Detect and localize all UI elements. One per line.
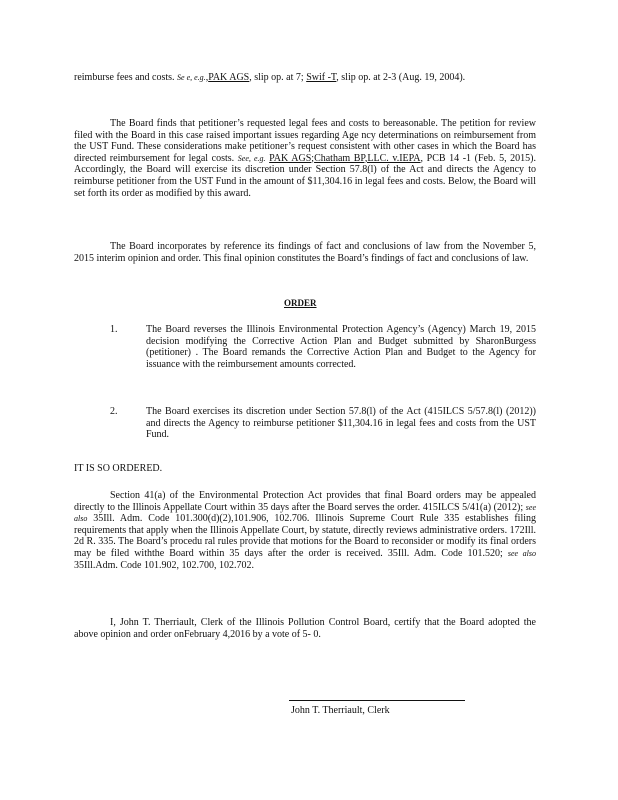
paragraph-appeal-rights: Section 41(a) of the Environmental Protection Act provides that final Board orders may be appealed directly to the Illinois Appellate Court within 35 days after the Board serves the order. 415ILCS 5/41(a) (2012); see also 35Ill. Adm. Code 101.300(d)(2),101.906, 102.706. Illinois Supreme Court Rule 335 establishes filing requirements that apply when the Illinois Appellate Court, by statute, directly reviews administrative orders. 172Ill. 2d R. 335. The Board’s procedu ral rules provide that motions for the Board to reconsider or modify its final orders may be filed withthe Board within 35 days after the order is received. 35Ill. Adm. Code 101.520; see also 35Ill.Adm. Code 101.902, 102.700, 102.702. — [74, 490, 537, 571]
paragraph-reimbursement-citation: reimburse fees and costs. Se e, e.g.,PAK AGS, slip op. at 7; Swif -T, slip op. at 2-3 (Aug. 19, 2004). — [74, 72, 466, 83]
paragraph-incorporation: The Board incorporates by reference its findings of fact and conclusions of law from the November 5, 2015 interim opinion and order. This final opinion constitutes the Board’s findings of fact and conclusions of law. — [74, 241, 536, 264]
order-item-number: 1. — [110, 324, 118, 335]
paragraph-fee-findings: The Board finds that petitioner’s requested legal fees and costs to bereasonable. The petition for review filed with the Board in this case raised important issues regarding Age ncy determinations on reimbursement from the UST Fund. These considerations make petitioner’s request consistent with other cases in which the Board has directed reimbursement for legal costs. See, e.g. PAK AGS;Chatham BP,LLC. v.IEPA, PCB 14 -1 (Feb. 5, 2015). Accordingly, the Board will exercise its discretion under Section 57.8(l) of the Act and directs the Agency to reimburse petitioner from the UST Fund in the amount of $11,304.16 in legal fees and costs. Below, the Board will set forth its order as modified by this award. — [74, 118, 537, 199]
order-item-text: The Board exercises its discretion under Section 57.8(l) of the Act (415ILCS 5/57.8(l) (2012)) and directs the Agency to reimburse petitioner $11,304.16 in legal fees and costs from the UST Fund. — [146, 406, 536, 441]
signature-name: John T. Therriault, Clerk — [291, 705, 390, 716]
paragraph-clerk-certification: I, John T. Therriault, Clerk of the Illinois Pollution Control Board, certify that the Board adopted the above opinion and order onFebruary 4,2016 by a vote of 5- 0. — [74, 617, 536, 640]
signature-line — [289, 700, 465, 701]
order-heading: ORDER — [284, 298, 317, 308]
case-citation: Chatham BP,LLC. v.IEPA — [314, 152, 421, 164]
case-citation: Swif -T — [306, 72, 337, 83]
so-ordered-line: IT IS SO ORDERED. — [74, 463, 163, 474]
order-item-text: The Board reverses the Illinois Environmental Protection Agency’s (Agency) March 19, 2015 decision modifying the Corrective Action Plan and Budget submitted by SharonBurgess (petitioner) . The Board remands the Corrective Action Plan and Budget to the Agency for issuance with the reimbursement amounts corrected. — [146, 324, 536, 370]
order-item-number: 2. — [110, 406, 118, 417]
case-citation: PAK AGS — [269, 152, 312, 164]
case-citation: PAK AGS — [208, 72, 250, 83]
